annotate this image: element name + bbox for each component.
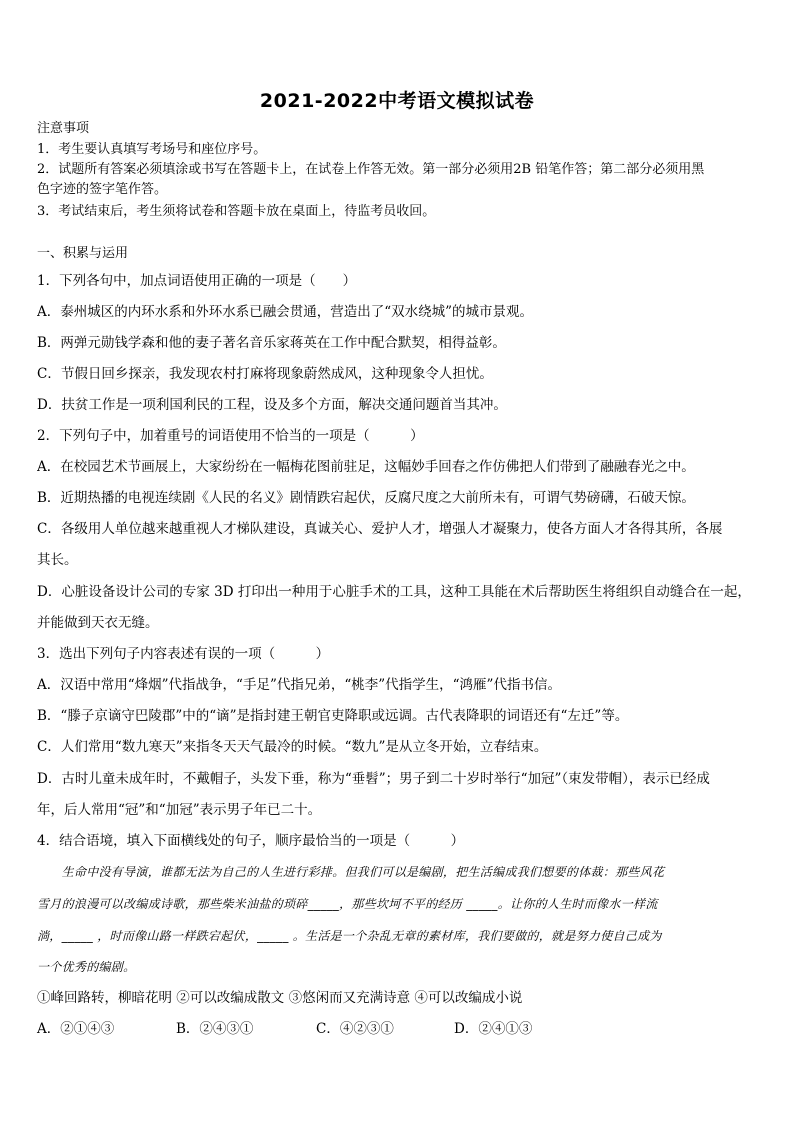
- q2-option-c-cont: 其长。: [37, 552, 78, 568]
- q1-option-b: B．两弹元勋钱学森和他的妻子著名音乐家蒋英在工作中配合默契，相得益彰。: [37, 335, 506, 351]
- q2-option-a: A．在校园艺术节画展上，大家纷纷在一幅梅花图前驻足，这幅妙手回春之作仿佛把人们带到了融融春光之中。: [37, 459, 695, 475]
- q4-choices: ①峰回路转，柳暗花明 ②可以改编成散文 ③悠闲而又充满诗意 ④可以改编成小说: [37, 990, 523, 1006]
- section-heading: 一、积累与运用: [37, 246, 129, 261]
- q2-stem: 2．下列句子中，加着重号的词语使用不恰当的一项是（ ）: [37, 428, 424, 444]
- q4-option-c: C．④②③①: [316, 1021, 394, 1037]
- q1-option-c: C．节假日回乡探亲，我发现农村打麻将现象蔚然成风，这种现象令人担忧。: [37, 366, 493, 382]
- q1-stem: 1．下列各句中，加点词语使用正确的一项是（ ）: [37, 273, 357, 289]
- q4-passage-line-3: 淌，_____ ，时而像山路一样跌宕起伏，_____ 。生活是一个杂乱无章的素材库，我们要做的，就是努力使自己成为: [37, 929, 662, 943]
- q2-option-d-cont: 并能做到天衣无缝。: [37, 615, 159, 631]
- q1-option-a: A．泰州城区的内环水系和外环水系已融会贯通，营造出了“双水绕城”的城市景观。: [37, 304, 534, 320]
- notice-item-2: 2．试题所有答案必须填涂或书写在答题卡上，在试卷上作答无效。第一部分必须用2B 铅笔作答；第二部分必须用黑: [37, 162, 705, 177]
- q2-option-c: C．各级用人单位越来越重视人才梯队建设，真诚关心、爱护人才，增强人才凝聚力，使各方面人才各得其所，各展: [37, 521, 723, 537]
- notice-item-1: 1．考生要认真填写考场号和座位序号。: [37, 142, 267, 157]
- q2-option-d: D．心脏设备设计公司的专家 3D 打印出一种用于心脏手术的工具，这种工具能在术后帮助医生将组织自动缝合在一起，: [37, 584, 751, 600]
- q3-option-d-cont: 年，后人常用“冠”和“加冠”表示男子年已二十。: [37, 802, 322, 818]
- q3-option-c: C．人们常用“数九寒天”来指冬天天气最冷的时候。“数九”是从立冬开始，立春结束。: [37, 739, 548, 755]
- q4-stem: 4．结合语境，填入下面横线处的句子，顺序最恰当的一项是（ ）: [37, 833, 465, 849]
- q3-option-b: B．“滕子京谪守巴陵郡”中的“谪”是指封建王朝官吏降职或远调。古代表降职的词语还有“左迁”等。: [37, 708, 629, 724]
- q4-passage-line-2: 雪月的浪漫可以改编成诗歌，那些柴米油盐的琐碎_____，那些坎坷不平的经历 _____。让你的人生时而像水一样流: [37, 897, 658, 911]
- q3-option-a: A．汉语中常用“烽烟”代指战争，“手足”代指兄弟，“桃李”代指学生，“鸿雁”代指书信。: [37, 677, 561, 693]
- notice-item-2-cont: 色字迹的签字笔作答。: [37, 182, 168, 197]
- notice-item-3: 3．考试结束后，考生须将试卷和答题卡放在桌面上，待监考员收回。: [37, 204, 436, 219]
- q2-option-b: B．近期热播的电视连续剧《人民的名义》剧情跌宕起伏，反腐尺度之大前所未有，可谓气势磅礴，石破天惊。: [37, 490, 695, 506]
- q4-passage-line-4: 一个优秀的编剧。: [37, 960, 136, 974]
- q4-passage-line-1: 生命中没有导演，谁都无法为自己的人生进行彩排。但我们可以是编剧，把生活编成我们想要的体裁：那些风花: [37, 865, 665, 879]
- q3-option-d: D．古时儿童未成年时，不戴帽子，头发下垂，称为“垂髫”；男子到二十岁时举行“加冠”（束发带帽），表示已经成: [37, 771, 710, 787]
- q1-option-d: D．扶贫工作是一项利国利民的工程，设及多个方面，解决交通问题首当其冲。: [37, 397, 507, 413]
- q4-option-a: A．②①④③: [37, 1021, 115, 1037]
- page-title: 2021-2022中考语文模拟试卷: [259, 90, 535, 112]
- q4-option-d: D．②④①③: [454, 1021, 533, 1037]
- q4-option-b: B．②④③①: [176, 1021, 254, 1037]
- q3-stem: 3．选出下列句子内容表述有误的一项（ ）: [37, 646, 330, 662]
- notice-heading: 注意事项: [37, 121, 90, 136]
